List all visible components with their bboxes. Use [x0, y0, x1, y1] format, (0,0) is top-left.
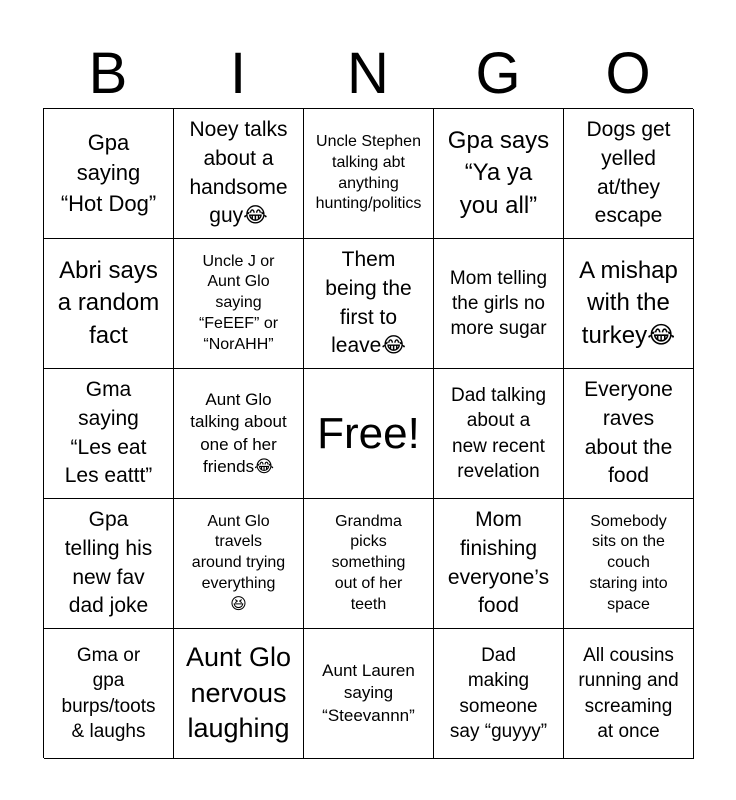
bingo-board [43, 108, 693, 758]
bingo-cell[interactable] [434, 369, 564, 499]
cell-text: Abri says a random fact [57, 256, 160, 349]
cell-text: Gpa telling his new fav dad joke [64, 507, 153, 618]
bingo-cell[interactable] [304, 239, 434, 369]
cell-text: Gma saying “Les eat Les eattt” [64, 377, 153, 488]
cell-text: A mishap with the turkey😂 [579, 256, 678, 349]
cell-text: Dad making someone say “guyyy” [449, 644, 548, 742]
bingo-cell[interactable] [434, 239, 564, 369]
bingo-cell[interactable] [564, 629, 694, 759]
cell-text: Dad talking about a new recent revelation [450, 384, 547, 482]
cell-text: Gpa says “Ya ya you all” [447, 126, 550, 219]
cell-text: Them being the first to leave😂 [325, 247, 412, 358]
bingo-cell[interactable] [304, 499, 434, 629]
bingo-header [43, 40, 693, 108]
header-letter-i: I [229, 41, 247, 106]
cell-text: Mom finishing everyone’s food [447, 507, 550, 618]
header-letter-g: G [475, 41, 521, 106]
bingo-cell[interactable] [564, 239, 694, 369]
header-letter-b: B [88, 41, 128, 106]
cell-text: Mom telling the girls no more sugar [449, 267, 548, 340]
bingo-cell[interactable] [44, 109, 174, 239]
bingo-cell[interactable] [434, 499, 564, 629]
bingo-cell[interactable] [564, 109, 694, 239]
cell-text: Aunt Glo talking about one of her friends😂 [190, 390, 287, 476]
bingo-cell[interactable] [304, 629, 434, 759]
cell-text: Everyone raves about the food [584, 377, 673, 488]
bingo-cell[interactable] [564, 499, 694, 629]
cell-text: Uncle Stephen talking abt anything hunting/politics [315, 132, 422, 213]
bingo-cell[interactable] [174, 239, 304, 369]
cell-text: All cousins running and screaming at once [578, 644, 679, 742]
cell-text: Uncle J or Aunt Glo saying “FeEEF” or “NorAHH” [198, 252, 279, 353]
cell-text: Somebody sits on the couch staring into space [589, 512, 668, 613]
bingo-cell[interactable] [44, 629, 174, 759]
cell-text: Gma or gpa burps/toots & laughs [61, 644, 156, 742]
header-letter-o: O [605, 41, 651, 106]
bingo-cell[interactable] [434, 109, 564, 239]
cell-text: Aunt Lauren saying “Steevannn” [322, 661, 415, 725]
bingo-cell[interactable] [44, 369, 174, 499]
bingo-cell[interactable] [174, 499, 304, 629]
bingo-cell[interactable] [44, 239, 174, 369]
bingo-cell[interactable] [304, 109, 434, 239]
free-space-text: Free! [317, 408, 420, 458]
bingo-cell[interactable] [44, 499, 174, 629]
cell-text: Aunt Glo nervous laughing [185, 642, 292, 744]
header-letter-n: N [347, 41, 389, 106]
bingo-cell[interactable] [174, 629, 304, 759]
cell-text: Noey talks about a handsome guy😂 [189, 117, 288, 228]
cell-text: Dogs get yelled at/they escape [586, 117, 671, 228]
cell-text: Aunt Glo travels around trying everything 😆 [191, 512, 286, 613]
bingo-cell[interactable] [174, 369, 304, 499]
free-space[interactable] [304, 369, 434, 499]
cell-text: Gpa saying “Hot Dog” [60, 129, 157, 216]
cell-text: Grandma picks something out of her teeth [331, 512, 406, 613]
bingo-cell[interactable] [564, 369, 694, 499]
bingo-cell[interactable] [174, 109, 304, 239]
bingo-cell[interactable] [434, 629, 564, 759]
